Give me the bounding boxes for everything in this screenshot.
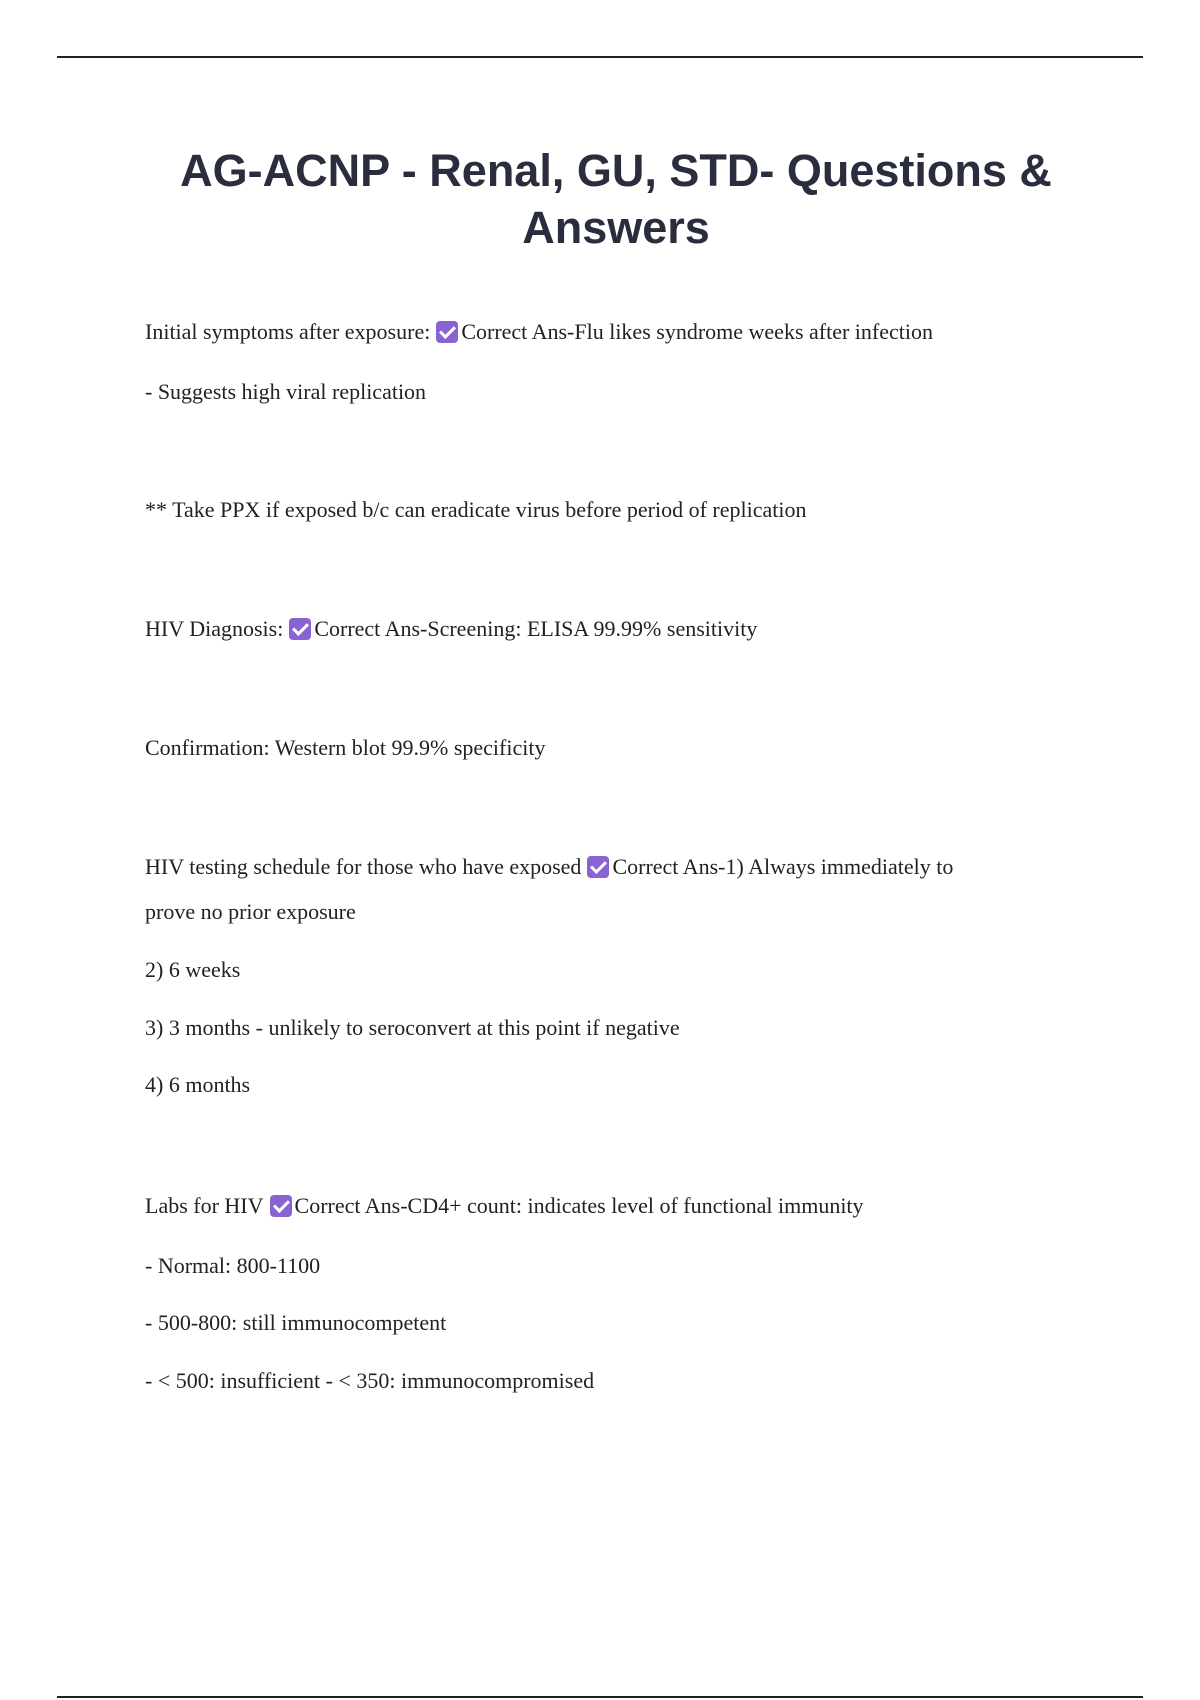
detail-line: ** Take PPX if exposed b/c can eradicate virus before period of replication [145,497,807,522]
check-icon [289,618,311,640]
detail-line: - Normal: 800-1100 [145,1253,321,1278]
detail-line: 3) 3 months - unlikely to seroconvert at this point if negative [145,1015,680,1040]
answer-text: Correct Ans-1) Always immediately to [612,854,954,879]
question-label: HIV Diagnosis: [145,616,284,641]
check-icon [587,856,609,878]
top-divider [57,56,1143,58]
page-title: AG-ACNP - Renal, GU, STD- Questions & Answers [180,145,1052,253]
answer-text: Correct Ans-Screening: ELISA 99.99% sensitivity [314,616,758,641]
qa-item-1-line [145,318,933,346]
detail-line: - < 500: insufficient - < 350: immunocompromised [145,1368,595,1393]
question-label: HIV testing schedule for those who have exposed [145,854,582,879]
question-label: Labs for HIV [145,1193,264,1218]
detail-line: - Suggests high viral replication [145,379,427,404]
detail-line: 2) 6 weeks [145,957,241,982]
answer-text: Correct Ans-Flu likes syndrome weeks after infection [461,319,933,344]
qa-item-2-line [145,615,757,643]
answer-text: Correct Ans-CD4+ count: indicates level of functional immunity [294,1193,864,1218]
qa-item-3-line [145,853,953,881]
detail-line: - 500-800: still immunocompetent [145,1310,447,1335]
detail-line: Confirmation: Western blot 99.9% specificity [145,735,546,760]
answer-continued: prove no prior exposure [145,899,356,924]
check-icon [436,321,458,343]
bottom-divider [57,1696,1143,1698]
qa-item-4-line [145,1192,864,1220]
check-icon [270,1195,292,1217]
question-label: Initial symptoms after exposure: [145,319,431,344]
detail-line: 4) 6 months [145,1072,251,1097]
